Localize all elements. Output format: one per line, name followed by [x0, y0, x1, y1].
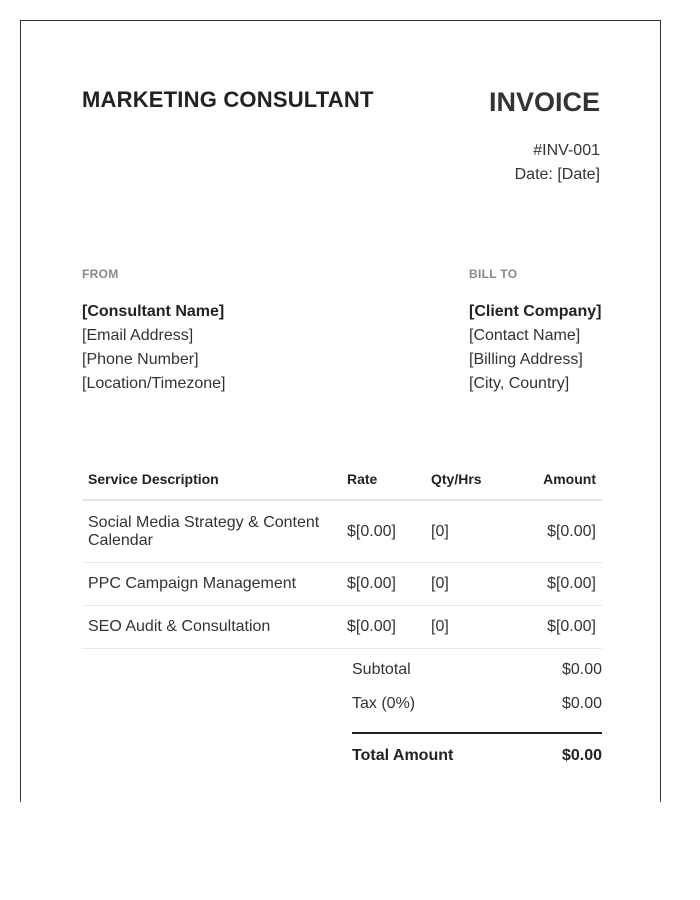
row-description: PPC Campaign Management	[82, 563, 341, 606]
services-table	[82, 459, 602, 649]
row-amount: $[0.00]	[517, 563, 602, 606]
subtotal-row	[352, 653, 602, 687]
tax-value: $0.00	[561, 695, 602, 712]
invoice-number: #INV-001	[533, 142, 600, 159]
subtotal-label: Subtotal	[352, 661, 411, 678]
total-row	[352, 732, 602, 773]
invoice-page	[20, 20, 661, 802]
row-rate: $[0.00]	[341, 500, 425, 563]
row-qty: [0]	[425, 563, 517, 606]
consultant-name: [Consultant Name]	[82, 303, 225, 320]
subtotal-value: $0.00	[561, 661, 602, 678]
column-header-description: Service Description	[82, 459, 341, 500]
table-header-row	[82, 459, 602, 500]
row-qty: [0]	[425, 500, 517, 563]
table-row	[82, 563, 602, 606]
table-row	[82, 500, 602, 563]
tax-label: Tax (0%)	[352, 695, 416, 712]
row-description: Social Media Strategy & Content Calendar	[82, 500, 341, 563]
total-label: Total Amount	[352, 747, 454, 764]
row-description: SEO Audit & Consultation	[82, 606, 341, 649]
client-company: [Client Company]	[469, 303, 602, 320]
client-contact: [Contact Name]	[469, 327, 581, 344]
company-name: MARKETING CONSULTANT	[82, 87, 374, 112]
tax-row	[352, 687, 602, 721]
consultant-location: [Location/Timezone]	[82, 375, 226, 392]
row-rate: $[0.00]	[341, 563, 425, 606]
client-city: [City, Country]	[469, 375, 570, 392]
totals-section	[352, 653, 602, 773]
total-value: $0.00	[561, 747, 602, 764]
column-header-rate: Rate	[341, 459, 425, 500]
row-rate: $[0.00]	[341, 606, 425, 649]
column-header-qty: Qty/Hrs	[425, 459, 517, 500]
invoice-date: Date: [Date]	[514, 166, 600, 183]
bill-to-heading: BILL TO	[469, 267, 518, 281]
from-heading: FROM	[82, 267, 119, 281]
from-section	[82, 267, 225, 396]
client-address: [Billing Address]	[469, 351, 583, 368]
consultant-email: [Email Address]	[82, 327, 194, 344]
invoice-title: INVOICE	[488, 87, 600, 117]
table-row	[82, 606, 602, 649]
row-amount: $[0.00]	[517, 500, 602, 563]
bill-to-section	[469, 267, 601, 396]
row-amount: $[0.00]	[517, 606, 602, 649]
row-qty: [0]	[425, 606, 517, 649]
column-header-amount: Amount	[517, 459, 602, 500]
consultant-phone: [Phone Number]	[82, 351, 199, 368]
